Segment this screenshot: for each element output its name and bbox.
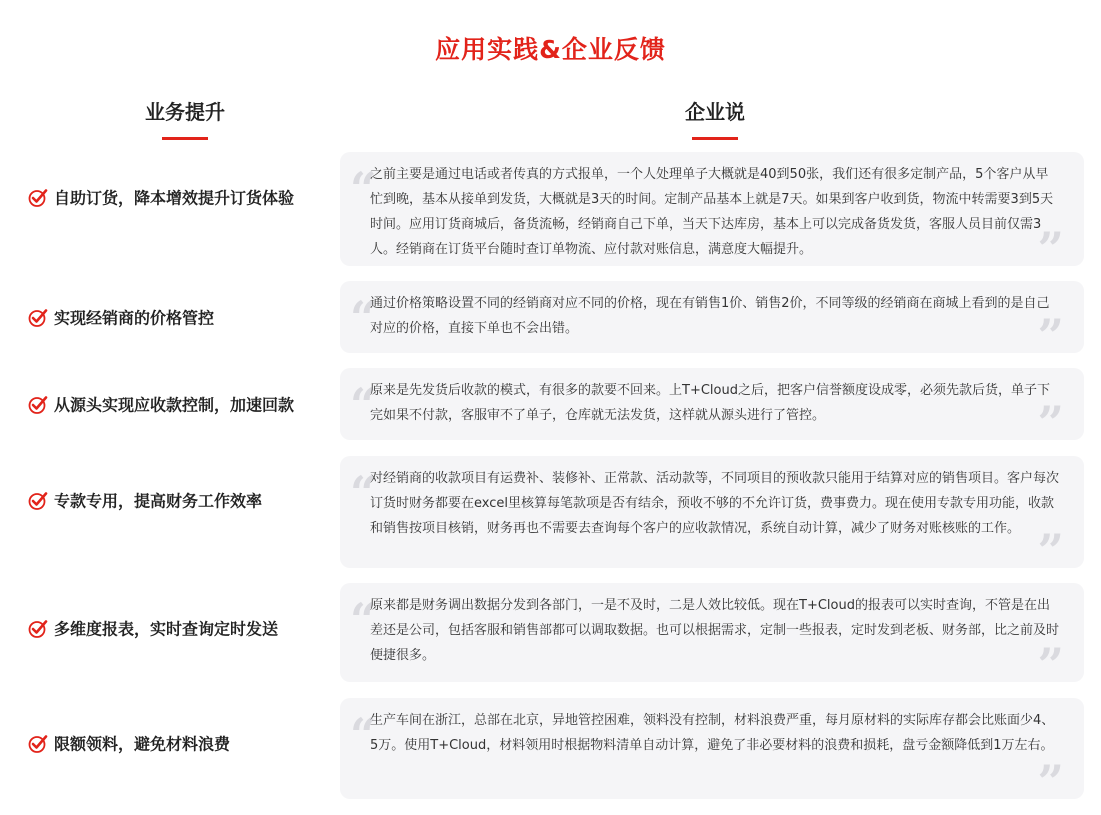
close-quote-icon: ” <box>1037 755 1064 799</box>
close-quote-icon: ” <box>1037 222 1064 266</box>
feedback-card <box>340 583 1084 682</box>
benefit-label: 实现经销商的价格管控 <box>54 308 215 328</box>
left-column-heading <box>120 96 250 140</box>
open-quote-icon: “ <box>350 378 377 432</box>
benefit-item <box>28 732 338 755</box>
feedback-text: 生产车间在浙江，总部在北京，异地管控困难，领料没有控制，材料浪费严重，每月原材料的实际库存都会比账面少4、5万。使用T+Cloud，材料领用时根据物料清单自动计算，避免了非必要材料的浪费和损耗，盘亏金额降低到1万左右。 <box>370 713 1055 753</box>
left-heading-underline <box>162 137 208 140</box>
close-quote-icon: ” <box>1037 638 1064 682</box>
feedback-text: 原来是先发货后收款的模式，有很多的款要不回来。上T+Cloud之后，把客户信誉额度设成零，必须先款后货，单子下完如果不付款，客服审不了单子，仓库就无法发货，这样就从源头进行了管控。 <box>370 383 1050 423</box>
benefit-label: 自助订货，降本增效提升订货体验 <box>54 188 295 208</box>
open-quote-icon: “ <box>350 466 377 520</box>
benefit-label: 从源头实现应收款控制，加速回款 <box>54 395 295 415</box>
close-quote-icon: ” <box>1037 396 1064 440</box>
close-quote-icon: ” <box>1037 524 1064 568</box>
check-circle-icon <box>28 307 48 327</box>
benefit-label: 专款专用，提高财务工作效率 <box>54 491 263 511</box>
feedback-card <box>340 281 1084 353</box>
benefit-item <box>28 306 338 329</box>
page-title: 应用实践&企业反馈 <box>435 35 666 64</box>
close-quote-icon: ” <box>1037 309 1064 353</box>
feedback-text: 之前主要是通过电话或者传真的方式报单，一个人处理单子大概就是40到50张，我们还有很多定制产品，5个客户从早忙到晚，基本从接单到发货，大概就是3天的时间。定制产品基本上就是7天。如果到客户收到货，物流中转需要3到5天时间。应用订货商城后，备货流畅，经销商自己下单，当天下达库房，基本上可以完成备货发货，客服人员目前仅需3人。经销商在订货平台随时查订单物流、应付款对账信息，满意度大幅提升。 <box>370 167 1054 257</box>
feedback-text: 原来都是财务调出数据分发到各部门，一是不及时，二是人效比较低。现在T+Cloud的报表可以实时查询，不管是在出差还是公司，包括客服和销售部都可以调取数据。也可以根据需求，定制一些报表，定时发到老板、财务部，比之前及时便捷很多。 <box>370 598 1060 663</box>
feedback-card <box>340 698 1084 799</box>
feedback-text: 对经销商的收款项目有运费补、装修补、正常款、活动款等，不同项目的预收款只能用于结算对应的销售项目。客户每次订货时财务都要在excel里核算每笔款项是否有结余，预收不够的不允许订货，费事费力。现在使用专款专用功能，收款和销售按项目核销，财务再也不需要去查询每个客户的应收款情况，系统自动计算，减少了财务对账核账的工作。 <box>370 471 1060 536</box>
benefit-item <box>28 617 338 640</box>
check-circle-icon <box>28 187 48 207</box>
check-circle-icon <box>28 733 48 753</box>
open-quote-icon: “ <box>350 708 377 762</box>
right-heading-text: 企业说 <box>685 100 745 124</box>
check-circle-icon <box>28 618 48 638</box>
open-quote-icon: “ <box>350 593 377 647</box>
benefit-label: 限额领料，避免材料浪费 <box>54 734 231 754</box>
benefit-item <box>28 393 338 416</box>
right-heading-underline <box>692 137 738 140</box>
feedback-text: 通过价格策略设置不同的经销商对应不同的价格，现在有销售1价、销售2价，不同等级的经销商在商城上看到的是自己对应的价格，直接下单也不会出错。 <box>370 296 1050 336</box>
right-column-heading <box>650 96 780 140</box>
check-circle-icon <box>28 490 48 510</box>
open-quote-icon: “ <box>350 162 377 216</box>
benefit-label: 多维度报表，实时查询定时发送 <box>54 619 279 639</box>
open-quote-icon: “ <box>350 291 377 345</box>
check-circle-icon <box>28 394 48 414</box>
feedback-card <box>340 456 1084 568</box>
left-heading-text: 业务提升 <box>145 100 225 124</box>
feedback-card <box>340 368 1084 440</box>
benefit-item <box>28 186 338 209</box>
feedback-card <box>340 152 1084 266</box>
benefit-item <box>28 489 338 512</box>
